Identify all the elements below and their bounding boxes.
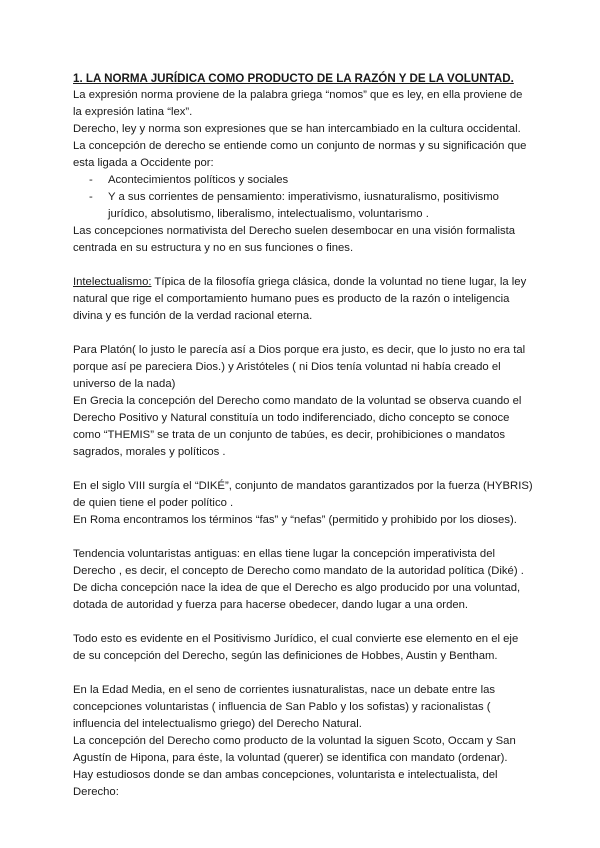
paragraph-scoto: La concepción del Derecho como producto de la voluntad la siguen Scoto, Occam y San Agustín de Hipona, para éste, la voluntad (querer) se identifica con mandato (ordenar). [73, 735, 516, 764]
document-title: 1. LA NORMA JURÍDICA COMO PRODUCTO DE LA RAZÓN Y DE LA VOLUNTAD. [73, 72, 514, 85]
paragraph-estudiosos: Hay estudiosos donde se dan ambas concepciones, voluntarista e intelectualista, del Derecho: [73, 769, 498, 798]
document-body [73, 71, 533, 801]
term-intelectualismo: Intelectualismo: [73, 276, 152, 288]
list-item-text: Acontecimientos políticos y sociales [108, 174, 289, 186]
paragraph-roma: En Roma encontramos los términos “fas” y “nefas” (permitido y prohibido por los dioses). [73, 514, 517, 526]
paragraph-normativista: Las concepciones normativista del Derecho suelen desembocar en una visión formalista centrada en su estructura y no en sus funciones o fines. [73, 225, 516, 254]
paragraph-grecia: En Grecia la concepción del Derecho como mandato de la voluntad se observa cuando el Derecho Positivo y Natural constituía un todo indiferenciado, dicho concepto se conoce como “THEMIS” se trata de un conjunto de tabúes, es decir, prohibiciones o mandatos sagrados, morales y políticos . [73, 395, 522, 458]
paragraph-edad-media: En la Edad Media, en el seno de corrientes iusnaturalistas, nace un debate entre las concepciones voluntaristas ( influencia de San Pablo y los sofistas) y racionalistas ( influencia del intelectualismo griego) del Derecho Natural. [73, 684, 496, 730]
paragraph-tendencia: Tendencia voluntaristas antiguas: en ellas tiene lugar la concepción imperativista del Derecho , es decir, el concepto de Derecho como mandato de la autoridad política (Diké) . De dicha concepción nace la idea de que el Derecho es algo producido por una voluntad, dotada de autoridad y fuerza para hacerse obedecer, dando lugar a una orden. [73, 548, 524, 611]
paragraph-intelectualismo [73, 274, 533, 325]
paragraph-positivismo: Todo esto es evidente en el Positivismo Jurídico, el cual convierte ese elemento en el eje de su concepción del Derecho, según las definiciones de Hobbes, Austin y Bentham. [73, 633, 519, 662]
dash-marker: - [89, 174, 93, 186]
list-item [73, 172, 533, 189]
list-item-text: Y a sus corrientes de pensamiento: imperativismo, iusnaturalismo, positivismo jurídico, absolutismo, liberalismo, intelectualismo, voluntarismo . [108, 191, 499, 220]
intelectualismo-text: Típica de la filosofía griega clásica, donde la voluntad no tiene lugar, la ley natural que rige el comportamiento humano pues es producto de la razón o inteligencia divina y es función de la verdad racional eterna. [73, 276, 527, 322]
paragraph-platon: Para Platón( lo justo le parecía así a Dios porque era justo, es decir, que lo justo no era tal porque así pe pareciera Dios.) y Aristóteles ( ni Dios tenía voluntad ni había creado el universo de la nada) [73, 344, 526, 390]
paragraph-nomos: La expresión norma proviene de la palabra griega “nomos” que es ley, en ella proviene de la expresión latina “lex”. [73, 89, 523, 118]
paragraph-dike: En el siglo VIII surgía el “DIKÉ”, conjunto de mandatos garantizados por la fuerza (HYBRIS) de quien tiene el poder político . [73, 480, 533, 509]
bullet-list [73, 172, 533, 223]
dash-marker: - [89, 191, 93, 203]
paragraph-derecho-ley-norma: Derecho, ley y norma son expresiones que se han intercambiado en la cultura occidental. La concepción de derecho se entiende como un conjunto de normas y su significación que esta ligada a Occidente por: [73, 123, 527, 169]
list-item [73, 189, 533, 223]
